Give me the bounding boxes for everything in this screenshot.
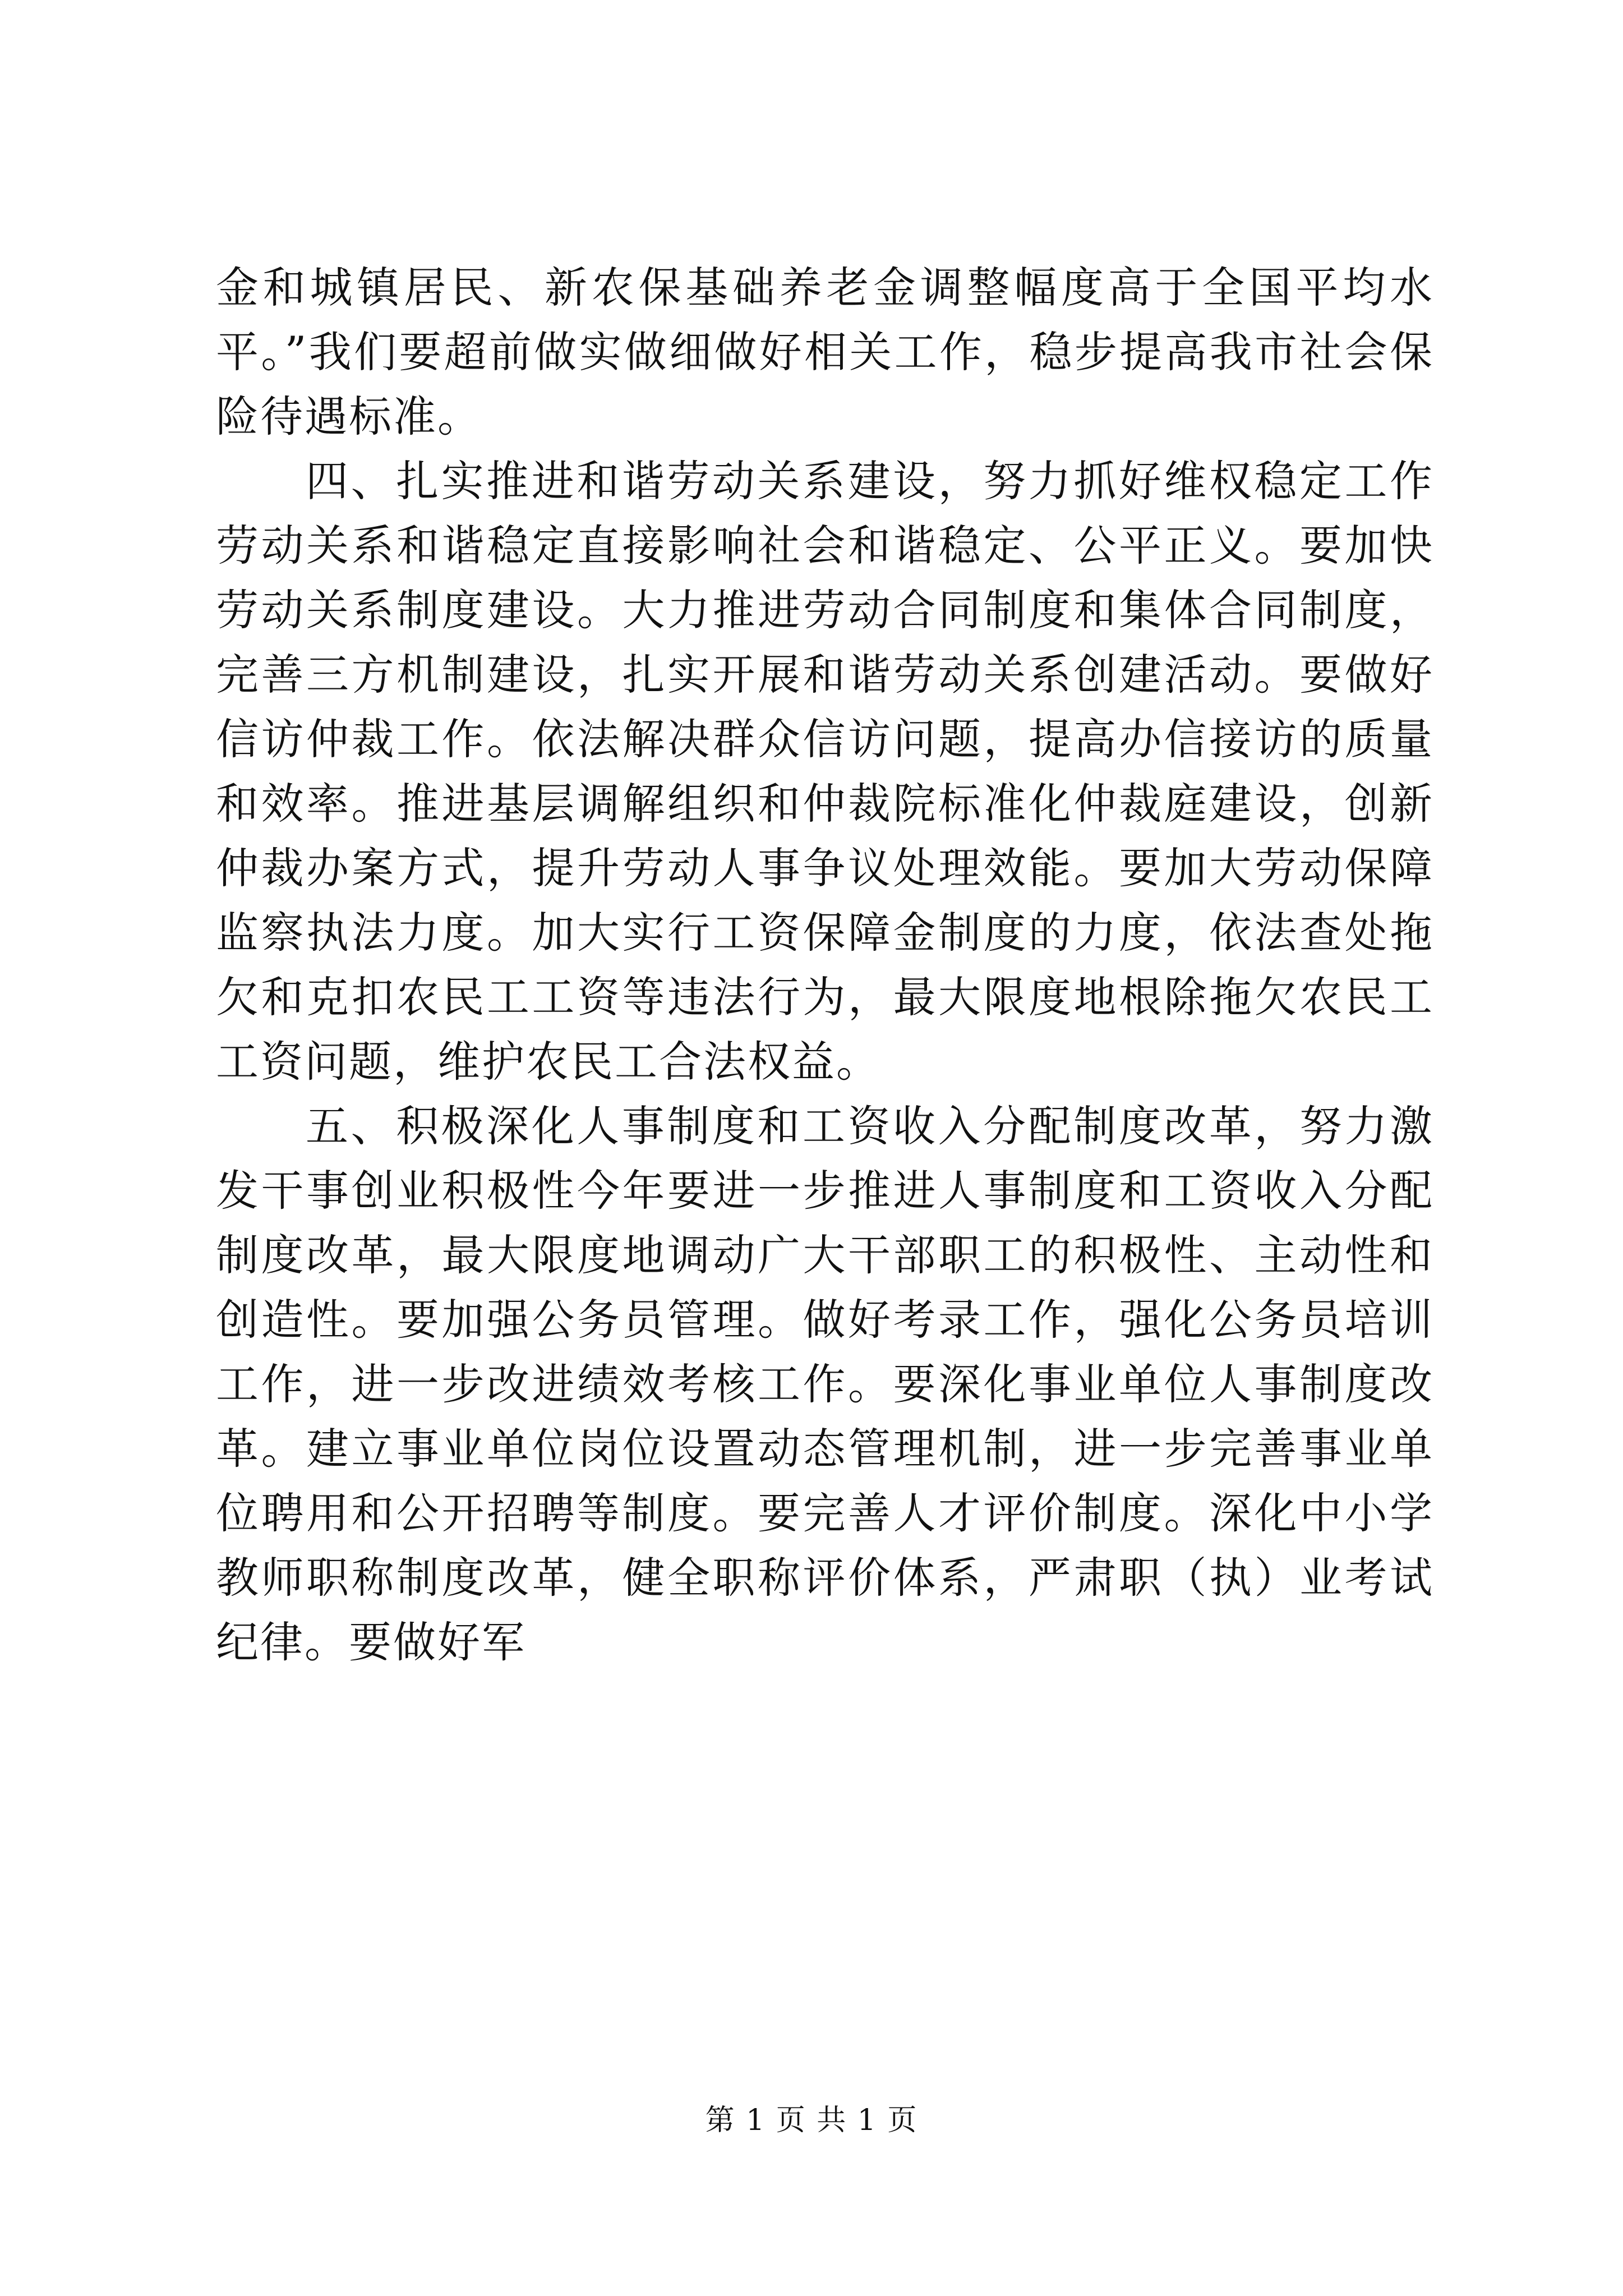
document-body (216, 255, 1434, 1674)
page-number-footer: 第 1 页 共 1 页 (705, 2104, 918, 2137)
paragraph-continuation: 金和城镇居民、新农保基础养老金调整幅度高于全国平均水平。”我们要超前做实做细做好相关工作，稳步提高我市社会保险待遇标准。 (216, 263, 1434, 441)
paragraph-section-four: 四、扎实推进和谐劳动关系建设，努力抓好维权稳定工作劳动关系和谐稳定直接影响社会和谐稳定、公平正义。要加快劳动关系制度建设。大力推进劳动合同制度和集体合同制度，完善三方机制建设，扎实开展和谐劳动关系创建活动。要做好信访仲裁工作。依法解决群众信访问题，提高办信接访的质量和效率。推进基层调解组织和仲裁院标准化仲裁庭建设，创新仲裁办案方式，提升劳动人事争议处理效能。要加大劳动保障监察执法力度。加大实行工资保障金制度的力度，依法查处拖欠和克扣农民工工资等违法行为，最大限度地根除拖欠农民工工资问题，维护农民工合法权益。 (216, 456, 1434, 1087)
paragraph-section-five: 五、积极深化人事制度和工资收入分配制度改革，努力激发干事创业积极性今年要进一步推进人事制度和工资收入分配制度改革，最大限度地调动广大干部职工的积极性、主动性和创造性。要加强公务员管理。做好考录工作，强化公务员培训工作，进一步改进绩效考核工作。要深化事业单位人事制度改革。建立事业单位岗位设置动态管理机制，进一步完善事业单位聘用和公开招聘等制度。要完善人才评价制度。深化中小学教师职称制度改革，健全职称评价体系，严肃职（执）业考试纪律。要做好军 (216, 1101, 1434, 1667)
